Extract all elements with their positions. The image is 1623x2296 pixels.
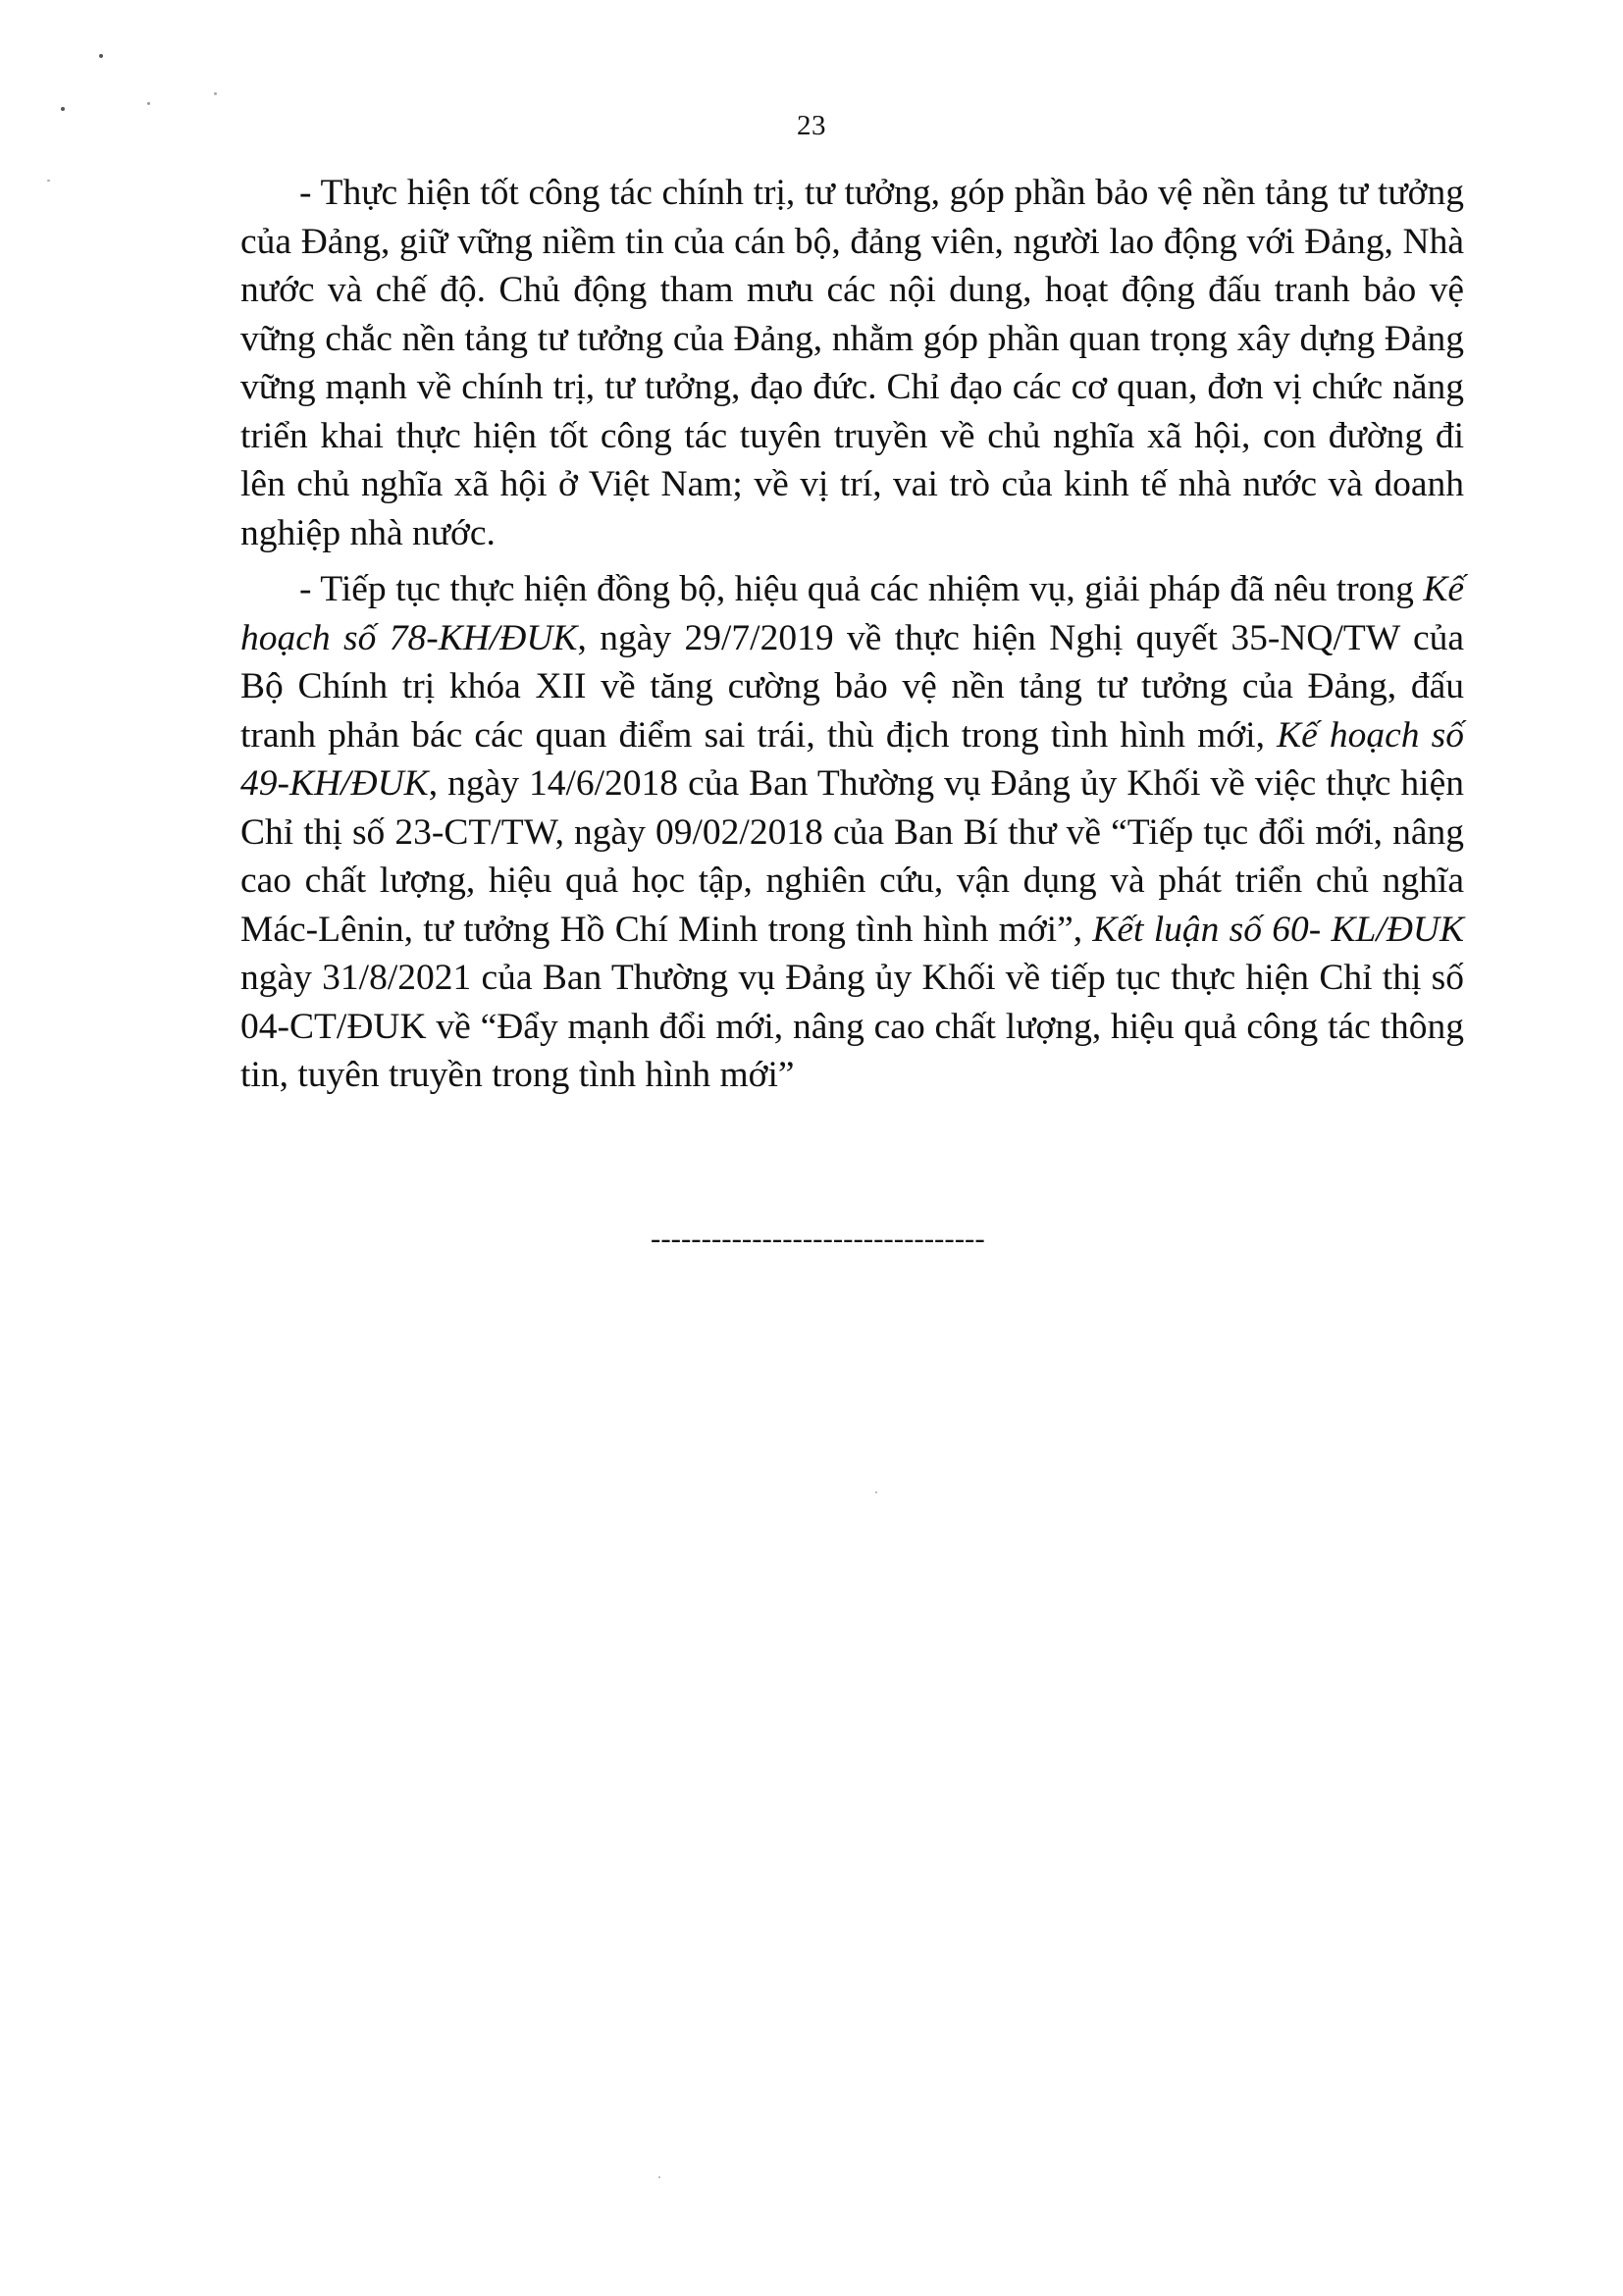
paragraph-text: - Thực hiện tốt công tác chính trị, tư tưởng, góp phần bảo vệ nền tảng tư tưởng của Đảng, giữ vững niềm tin của cán bộ, đảng viên, người lao động với Đảng, Nhà nước và chế độ. Chủ động tham mưu các nội dung, hoạt động đấu tranh bảo vệ vững chắc nền tảng tư tưởng của Đảng, nhằm góp phần quan trọng xây dựng Đảng vững mạnh về chính trị, tư tưởng, đạo đức. Chỉ đạo các cơ quan, đơn vị chức năng triển khai thực hiện tốt công tác tuyên truyền về chủ nghĩa xã hội, con đường đi lên chủ nghĩa xã hội ở Việt Nam; về vị trí, vai trò của kinh tế nhà nước và doanh nghiệp nhà nước. xyxy=(240,173,1464,553)
paragraph-text: ngày 31/8/2021 của Ban Thường vụ Đảng ủy Khối về tiếp tục thực hiện Chỉ thị số 04-CT/ĐUK về “Đẩy mạnh đổi mới, nâng cao chất lượng, hiệu quả công tác thông tin, tuyên truyền trong tình hình mới” xyxy=(240,958,1464,1095)
paragraph-text: , ngày 29/7/2019 về thực hiện Nghị quyết 35-NQ/TW của Bộ Chính trị khóa XII về tăng cường bảo vệ nền tảng tư tưởng của Đảng, đấu tranh phản bác các quan điểm sai trái, thù địch trong tình hình mới, xyxy=(240,617,1464,756)
scan-speck xyxy=(875,1491,877,1493)
document-body xyxy=(240,169,1464,1100)
scan-speck xyxy=(61,107,65,111)
scan-speck xyxy=(47,180,50,182)
plan-49-reference: Kế hoạch số 49-KH/ĐUK xyxy=(240,714,1464,804)
conclusion-60-reference: Kết luận số 60- KL/ĐUK xyxy=(1092,909,1464,950)
plan-78-reference: Kế hoạch số 78-KH/ĐUK xyxy=(240,569,1464,658)
paragraph-text: , ngày 14/6/2018 của Ban Thường vụ Đảng ủy Khối về việc thực hiện Chỉ thị số 23-CT/TW, ngày 09/02/2018 của Ban Bí thư về “Tiếp tục đổi mới, nâng cao chất lượng, hiệu quả học tập, nghiên cứu, vận dụng và phát triển chủ nghĩa Mác-Lênin, tư tưởng Hồ Chí Minh trong tình hình mới”, xyxy=(240,763,1464,950)
paragraph-continue-implementation xyxy=(240,565,1464,1100)
scan-speck xyxy=(147,102,150,105)
scan-speck xyxy=(214,92,217,95)
scan-speck xyxy=(99,54,103,58)
scan-speck xyxy=(658,2176,660,2178)
paragraph-political-ideology-work xyxy=(240,169,1464,557)
paragraph-text: - Tiếp tục thực hiện đồng bộ, hiệu quả các nhiệm vụ, giải pháp đã nêu trong xyxy=(299,569,1424,609)
end-divider: --------------------------------- xyxy=(651,1221,985,1255)
page-number: 23 xyxy=(797,110,826,141)
